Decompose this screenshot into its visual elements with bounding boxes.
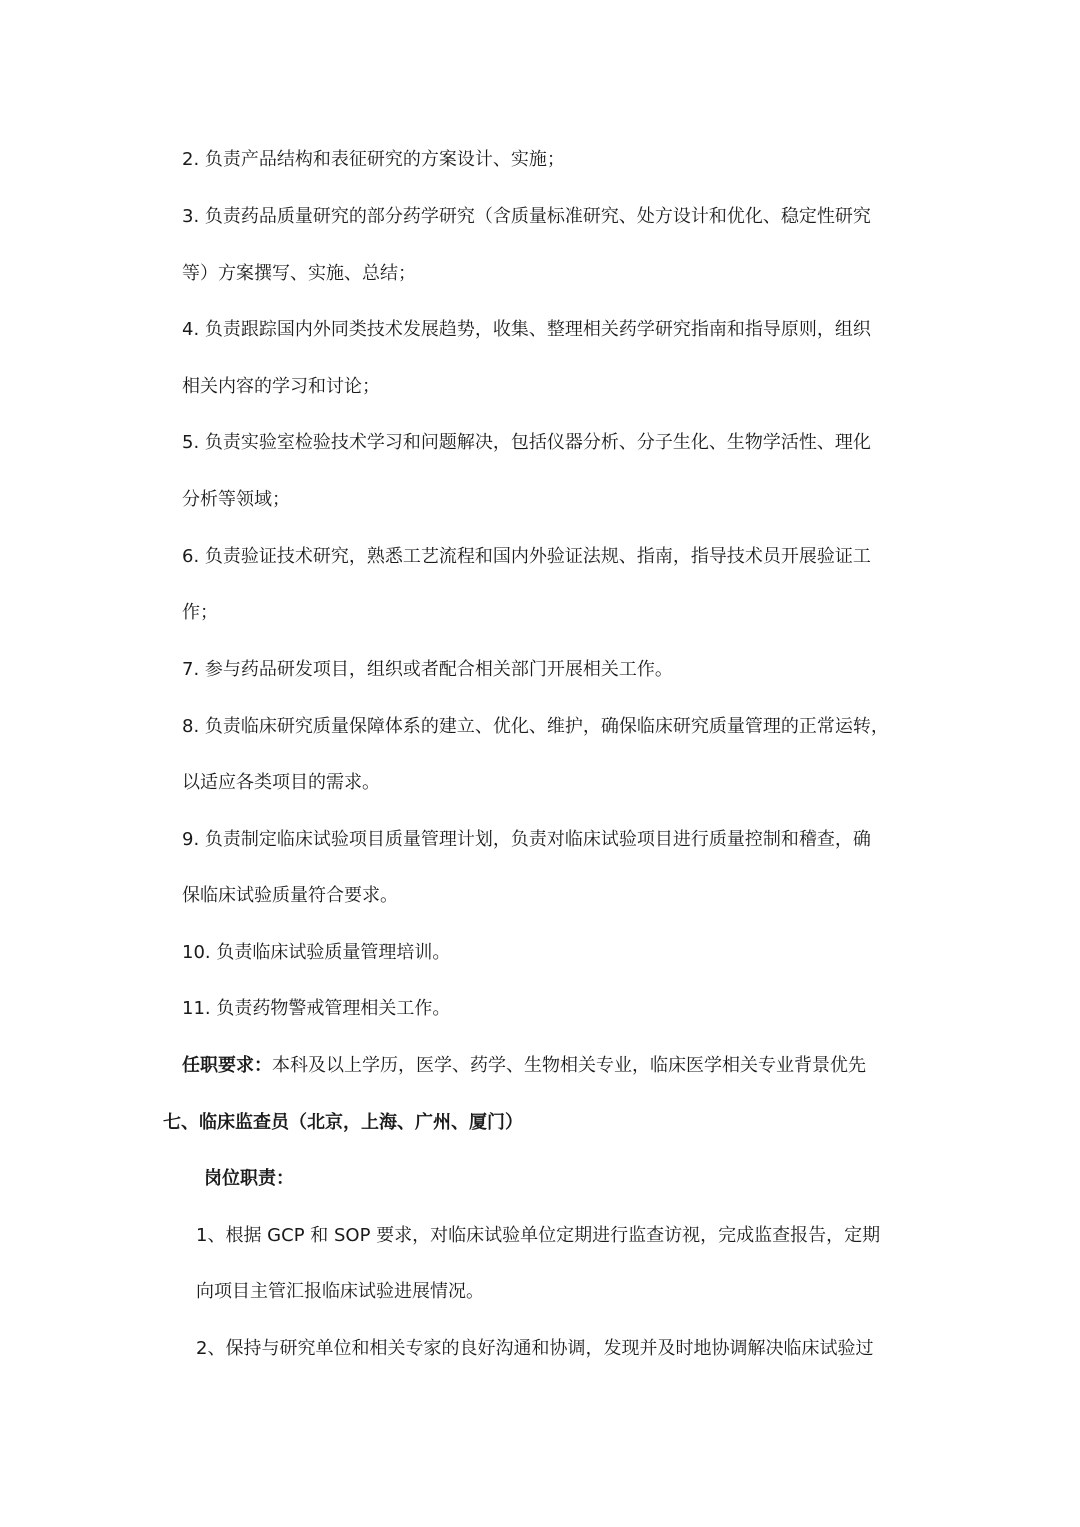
monitor-duty-1-cont: 向项目主管汇报临床试验进展情况。 [196, 1281, 484, 1302]
requirements-label: 任职要求： [182, 1055, 272, 1076]
duty-item-8: 8. 负责临床研究质量保障体系的建立、优化、维护，确保临床研究质量管理的正常运转， [182, 716, 889, 737]
duty-item-3-cont: 等）方案撰写、实施、总结； [182, 263, 416, 284]
section-heading: 七、临床监查员（北京，上海、广州、厦门） [163, 1112, 523, 1133]
duty-item-6: 6. 负责验证技术研究，熟悉工艺流程和国内外验证法规、指南，指导技术员开展验证工 [182, 546, 871, 567]
duty-item-3: 3. 负责药品质量研究的部分药学研究（含质量标准研究、处方设计和优化、稳定性研究 [182, 206, 871, 227]
requirements-text: 本科及以上学历，医学、药学、生物相关专业，临床医学相关专业背景优先 [272, 1055, 866, 1076]
monitor-duty-1: 1、根据 GCP 和 SOP 要求，对临床试验单位定期进行监查访视，完成监查报告，定期 [196, 1225, 881, 1246]
duty-item-10: 10. 负责临床试验质量管理培训。 [182, 942, 451, 963]
duty-item-8-cont: 以适应各类项目的需求。 [182, 772, 380, 793]
duty-item-5: 5. 负责实验室检验技术学习和问题解决，包括仪器分析、分子生化、生物学活性、理化 [182, 432, 871, 453]
duties-label: 岗位职责： [204, 1168, 294, 1189]
duty-item-11: 11. 负责药物警戒管理相关工作。 [182, 998, 451, 1019]
duty-item-4-cont: 相关内容的学习和讨论； [182, 376, 380, 397]
duty-item-9-cont: 保临床试验质量符合要求。 [182, 885, 398, 906]
requirements-line [182, 1054, 866, 1078]
monitor-duty-2: 2、保持与研究单位和相关专家的良好沟通和协调，发现并及时地协调解决临床试验过 [196, 1338, 874, 1359]
duty-item-4: 4. 负责跟踪国内外同类技术发展趋势，收集、整理相关药学研究指南和指导原则，组织 [182, 319, 871, 340]
duty-item-6-cont: 作； [182, 602, 218, 623]
duty-item-7: 7. 参与药品研发项目，组织或者配合相关部门开展相关工作。 [182, 659, 673, 680]
duty-item-5-cont: 分析等领域； [182, 489, 290, 510]
duty-item-9: 9. 负责制定临床试验项目质量管理计划，负责对临床试验项目进行质量控制和稽查，确 [182, 829, 871, 850]
duty-item-2: 2. 负责产品结构和表征研究的方案设计、实施； [182, 149, 565, 170]
